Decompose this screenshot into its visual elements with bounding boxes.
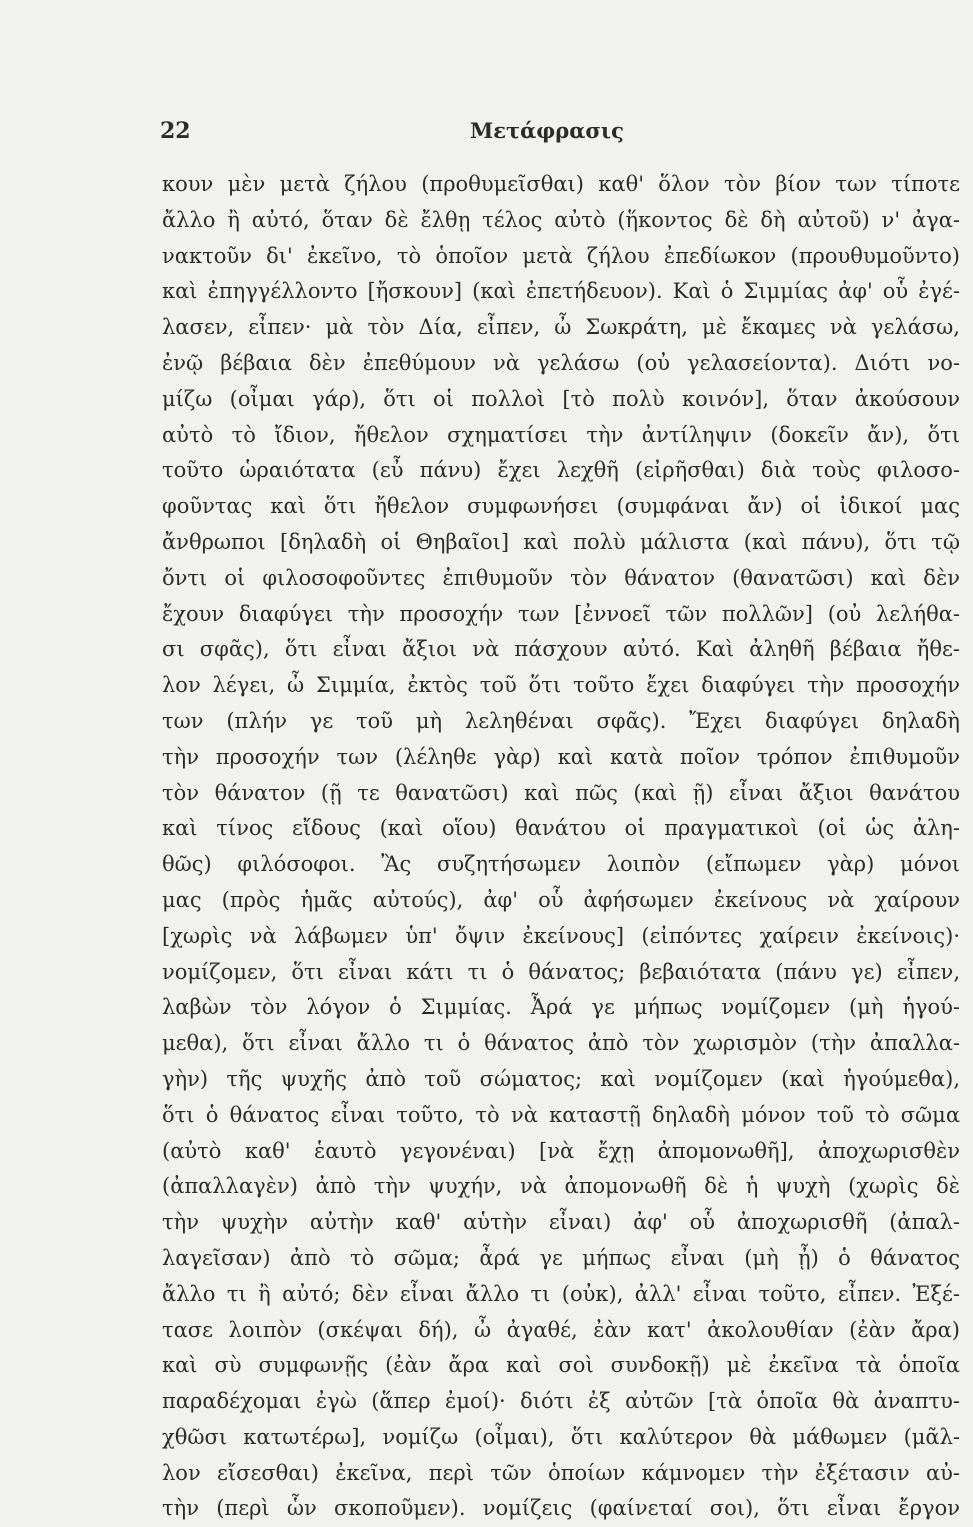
text-line: λαγεῖσαν) ἀπὸ τὸ σῶμα; ἆρά γε μήπως εἶναι (μὴ ᾖ) ὁ θάνατος — [162, 1245, 960, 1270]
text-line: λασεν, εἶπεν· μὰ τὸν Δία, εἶπεν, ὦ Σωκράτη, μὲ ἔκαμες νὰ γελάσω, — [162, 315, 960, 340]
text-line: [χωρὶς νὰ λάβωμεν ὑπ' ὄψιν ἐκείνους] (εἰπόντες χαίρειν ἐκείνοις)· — [162, 923, 960, 948]
text-line: τασε λοιπὸν (σκέψαι δή), ὦ ἀγαθέ, ἐὰν κατ' ἀκολουθίαν (ἐὰν ἄρα) — [162, 1317, 960, 1342]
text-line: ὅτι ὁ θάνατος εἶναι τοῦτο, τὸ νὰ καταστῇ δηλαδὴ μόνον τοῦ τὸ σῶμα — [162, 1102, 960, 1127]
text-line: κουν μὲν μετὰ ζήλου (προθυμεῖσθαι) καθ' ὅλον τὸν βίον των τίποτε — [162, 172, 960, 196]
text-line: τὴν ψυχὴν αὐτὴν καθ' αὑτὴν εἶναι) ἀφ' οὗ ἀποχωρισθῆ (ἀπαλ- — [162, 1210, 960, 1235]
text-line: λον λέγει, ὦ Σιμμία, ἐκτὸς τοῦ ὅτι τοῦτο ἔχει διαφύγει τὴν προσοχήν — [162, 673, 960, 698]
text-line: γὴν) τῆς ψυχῆς ἀπὸ τοῦ σώματος; καὶ νομίζομεν (καὶ ἡγούμεθα), — [162, 1066, 960, 1091]
running-title: Μετάφρασις — [470, 118, 624, 143]
text-line: τοῦτο ὡραιότατα (εὖ πάνυ) ἔχει λεχθῆ (εἰρῆσθαι) διὰ τοὺς φιλοσο- — [162, 458, 960, 483]
body-text — [162, 167, 960, 1527]
text-line: (ἀπαλλαγὲν) ἀπὸ τὴν ψυχήν, νὰ ἀπομονωθῆ δὲ ἡ ψυχὴ (χωρὶς δὲ — [162, 1174, 960, 1199]
text-line: (αὐτὸ καθ' ἑαυτὸ γεγονέναι) [νὰ ἔχῃ ἀπομονωθῆ], ἀποχωρισθὲν — [162, 1138, 960, 1163]
text-line: χθῶσι κατωτέρω], νομίζω (οἶμαι), ὅτι καλύτερον θὰ μάθωμεν (μᾶλ- — [162, 1424, 960, 1449]
text-line: τὸν θάνατον (ῇ τε θανατῶσι) καὶ πῶς (καὶ ῇ) εἶναι ἄξιοι θανάτου — [162, 780, 960, 805]
text-line: μίζω (οἶμαι γάρ), ὅτι οἱ πολλοὶ [τὸ πολὺ κοινόν], ὅταν ἀκούσουν — [162, 386, 960, 411]
text-line: αὐτὸ τὸ ἴδιον, ἤθελον σχηματίσει τὴν ἀντίληψιν (δοκεῖν ἄν), ὅτι — [162, 422, 960, 447]
text-line: καὶ ἐπηγγέλλοντο [ἤσκουν] (καὶ ἐπετήδευον). Καὶ ὁ Σιμμίας ἀφ' οὗ ἐγέ- — [162, 279, 960, 304]
text-line: μας (πρὸς ἡμᾶς αὐτούς), ἀφ' οὗ ἀφήσωμεν ἐκείνους νὰ χαίρουν — [162, 887, 960, 912]
text-line: ἄνθρωποι [δηλαδὴ οἱ Θηβαῖοι] καὶ πολὺ μάλιστα (καὶ πάνυ), ὅτι τῷ — [162, 529, 960, 554]
text-line: ὄντι οἱ φιλοσοφοῦντες ἐπιθυμοῦν τὸν θάνατον (θανατῶσι) καὶ δὲν — [162, 565, 960, 590]
text-line: καὶ σὺ συμφωνῇς (ἐὰν ἄρα καὶ σοὶ συνδοκῇ) μὲ ἐκεῖνα τὰ ὁποῖα — [162, 1353, 960, 1378]
text-line: λαβὼν τὸν λόγον ὁ Σιμμίας. Ἆρά γε μήπως νομίζομεν (μὴ ἡγού- — [162, 995, 960, 1020]
text-line: ἄλλο τι ἢ αὐτό; δὲν εἶναι ἄλλο τι (οὐκ), ἀλλ' εἶναι τοῦτο, εἶπεν. Ἐξέ- — [162, 1281, 960, 1306]
text-line: των (πλήν γε τοῦ μὴ λεληθέναι σφᾶς). Ἔχει διαφύγει δηλαδὴ — [162, 708, 960, 733]
page-header — [0, 118, 973, 154]
text-line: ἐνῷ βέβαια δὲν ἐπεθύμουν νὰ γελάσω (οὐ γελασείοντα). Διότι νο- — [162, 350, 960, 375]
text-line: νομίζομεν, ὅτι εἶναι κάτι τι ὁ θάνατος; βεβαιότατα (πάνυ γε) εἶπεν, — [162, 959, 960, 984]
text-line: θῶς) φιλόσοφοι. Ἂς συζητήσωμεν λοιπὸν (εἴπωμεν γὰρ) μόνοι — [162, 852, 960, 877]
text-line: τὴν προσοχήν των (λέληθε γὰρ) καὶ κατὰ ποῖον τρόπον ἐπιθυμοῦν — [162, 744, 960, 769]
text-line: ἔχουν διαφύγει τὴν προσοχήν των [ἐννοεῖ τῶν πολλῶν] (οὐ λελήθα- — [162, 601, 960, 626]
text-line: λον εἴσεσθαι) ἐκεῖνα, περὶ τῶν ὁποίων κάμνομεν τὴν ἐξέτασιν αὐ- — [162, 1460, 960, 1485]
text-line: σι σφᾶς), ὅτι εἶναι ἄξιοι νὰ πάσχουν αὐτό. Καὶ ἀληθῆ βέβαια ἤθε- — [162, 637, 960, 662]
text-line: παραδέχομαι ἐγὼ (ἅπερ ἐμοί)· διότι ἐξ αὐτῶν [τὰ ὁποῖα θὰ ἀναπτυ- — [162, 1389, 960, 1414]
page-number: 22 — [160, 118, 191, 144]
text-line: καὶ τίνος εἴδους (καὶ οἵου) θανάτου οἱ πραγματικοὶ (οἱ ὡς ἀλη- — [162, 816, 960, 841]
text-line: μεθα), ὅτι εἶναι ἄλλο τι ὁ θάνατος ἀπὸ τὸν χωρισμὸν (τὴν ἀπαλλα- — [162, 1031, 960, 1056]
text-line: φοῦντας καὶ ὅτι ἤθελον συμφωνήσει (συμφάναι ἄν) οἱ ἰδικοί μας — [162, 494, 960, 519]
text-line: ἄλλο ἢ αὐτό, ὅταν δὲ ἔλθῃ τέλος αὐτὸ (ἥκοντος δὲ δὴ αὐτοῦ) ν' ἀγα- — [162, 207, 960, 232]
text-line: τὴν (περὶ ὧν σκοποῦμεν). νομίζεις (φαίνεταί σοι), ὅτι εἶναι ἔργον — [162, 1496, 960, 1521]
text-line: νακτοῦν δι' ἐκεῖνο, τὸ ὁποῖον μετὰ ζήλου ἐπεδίωκον (προυθυμοῦντο) — [162, 243, 960, 268]
